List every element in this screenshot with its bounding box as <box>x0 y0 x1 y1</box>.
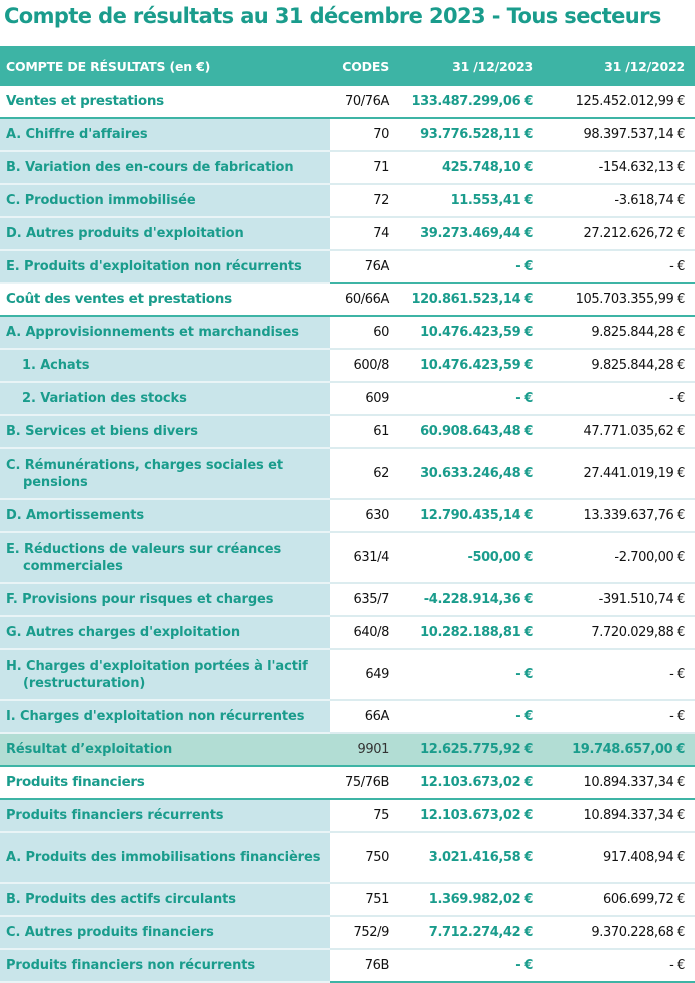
row-label: D. Amortissements <box>0 499 330 532</box>
row-value-2023: 12.103.673,02 € <box>397 799 545 832</box>
row-label <box>0 382 330 415</box>
row-value-2023: - € <box>397 649 545 700</box>
row-value-2022: 9.825.844,28 € <box>545 316 695 349</box>
row-value-2023: 133.487.299,06 € <box>397 86 545 118</box>
row-code: 600/8 <box>330 349 397 382</box>
row-value-2022: 27.212.626,72 € <box>545 217 695 250</box>
row-value-2023: 1.369.982,02 € <box>397 883 545 916</box>
row-value-2023: 93.776.528,11 € <box>397 118 545 151</box>
row-value-2023: -500,00 € <box>397 532 545 583</box>
row-value-2023: - € <box>397 700 545 733</box>
row-value-2022: - € <box>545 649 695 700</box>
row-value-2023: 3.021.416,58 € <box>397 832 545 883</box>
row-code: 630 <box>330 499 397 532</box>
row-label: Coût des ventes et prestations <box>0 283 330 316</box>
row-label-text: A. Produits des immobilisations financières <box>6 850 321 865</box>
row-code: 75 <box>330 799 397 832</box>
row-value-2022: - € <box>545 382 695 415</box>
row-value-2022: 19.748.657,00 € <box>545 733 695 766</box>
row-label: Produits financiers non récurrents <box>0 949 330 982</box>
row-value-2022: 10.894.337,34 € <box>545 766 695 799</box>
row-label: Résultat d’exploitation <box>0 733 330 766</box>
table-row <box>0 349 695 382</box>
row-label: C. Autres produits financiers <box>0 916 330 949</box>
row-code: 60/66A <box>330 283 397 316</box>
table-row <box>0 184 695 217</box>
row-label: F. Provisions pour risques et charges <box>0 583 330 616</box>
row-value-2022: 9.825.844,28 € <box>545 349 695 382</box>
row-value-2022: 125.452.012,99 € <box>545 86 695 118</box>
row-value-2023: 11.553,41 € <box>397 184 545 217</box>
table-row-ventes-prestations <box>0 86 695 118</box>
row-label: D. Autres produits d'exploitation <box>0 217 330 250</box>
table-row <box>0 583 695 616</box>
row-value-2023: - € <box>397 250 545 283</box>
row-value-2023: 10.476.423,59 € <box>397 316 545 349</box>
row-code: 631/4 <box>330 532 397 583</box>
row-value-2023: 39.273.469,44 € <box>397 217 545 250</box>
row-value-2023: 120.861.523,14 € <box>397 283 545 316</box>
row-value-2023: 7.712.274,42 € <box>397 916 545 949</box>
table-row <box>0 382 695 415</box>
row-label <box>0 448 330 499</box>
table-row <box>0 151 695 184</box>
table-row <box>0 883 695 916</box>
row-code: 635/7 <box>330 583 397 616</box>
column-header-label: COMPTE DE RÉSULTATS (en €) <box>0 46 330 86</box>
row-code: 75/76B <box>330 766 397 799</box>
row-label-text: E. Réductions de valeurs sur créances commerciales <box>6 541 282 574</box>
column-header-2023: 31 /12/2023 <box>397 46 545 86</box>
row-label-text: 1. Achats <box>22 358 90 373</box>
table-header-row <box>0 46 695 86</box>
row-value-2023: 12.103.673,02 € <box>397 766 545 799</box>
table-row <box>0 616 695 649</box>
row-label: I. Charges d'exploitation non récurrentes <box>0 700 330 733</box>
row-code: 76B <box>330 949 397 982</box>
row-value-2023: - € <box>397 382 545 415</box>
row-value-2022: 105.703.355,99 € <box>545 283 695 316</box>
table-row <box>0 415 695 448</box>
row-code: 752/9 <box>330 916 397 949</box>
row-value-2023: 30.633.246,48 € <box>397 448 545 499</box>
row-code: 750 <box>330 832 397 883</box>
row-value-2022: - € <box>545 949 695 982</box>
row-code: 649 <box>330 649 397 700</box>
row-label: G. Autres charges d'exploitation <box>0 616 330 649</box>
table-row <box>0 532 695 583</box>
row-code: 60 <box>330 316 397 349</box>
row-label <box>0 349 330 382</box>
row-label: A. Chiffre d'affaires <box>0 118 330 151</box>
income-statement-table <box>0 46 695 983</box>
row-code: 72 <box>330 184 397 217</box>
row-code: 609 <box>330 382 397 415</box>
row-label-text: 2. Variation des stocks <box>22 391 187 406</box>
row-label-text: C. Rémunérations, charges sociales et pensions <box>6 457 283 490</box>
row-value-2022: 7.720.029,88 € <box>545 616 695 649</box>
row-value-2022: 917.408,94 € <box>545 832 695 883</box>
row-code: 61 <box>330 415 397 448</box>
table-row <box>0 799 695 832</box>
row-label: Ventes et prestations <box>0 86 330 118</box>
row-code: 71 <box>330 151 397 184</box>
row-value-2022: -154.632,13 € <box>545 151 695 184</box>
row-value-2023: 425.748,10 € <box>397 151 545 184</box>
page-title: Compte de résultats au 31 décembre 2023 - Tous secteurs <box>4 4 661 28</box>
row-label: Produits financiers récurrents <box>0 799 330 832</box>
row-label <box>0 532 330 583</box>
row-code: 62 <box>330 448 397 499</box>
row-label <box>0 832 330 883</box>
row-label <box>0 649 330 700</box>
row-value-2022: 9.370.228,68 € <box>545 916 695 949</box>
row-code: 9901 <box>330 733 397 766</box>
row-code: 66A <box>330 700 397 733</box>
table-row <box>0 832 695 883</box>
table-row <box>0 499 695 532</box>
row-value-2023: 12.625.775,92 € <box>397 733 545 766</box>
row-label: A. Approvisionnements et marchandises <box>0 316 330 349</box>
table-row <box>0 700 695 733</box>
row-code: 76A <box>330 250 397 283</box>
row-label: Produits financiers <box>0 766 330 799</box>
row-value-2023: 60.908.643,48 € <box>397 415 545 448</box>
row-value-2023: 10.476.423,59 € <box>397 349 545 382</box>
row-code: 640/8 <box>330 616 397 649</box>
column-header-codes: CODES <box>330 46 397 86</box>
row-code: 70 <box>330 118 397 151</box>
table-row <box>0 250 695 283</box>
row-label: C. Production immobilisée <box>0 184 330 217</box>
table-row <box>0 649 695 700</box>
row-value-2023: 12.790.435,14 € <box>397 499 545 532</box>
table-row <box>0 316 695 349</box>
row-value-2022: 10.894.337,34 € <box>545 799 695 832</box>
row-value-2022: -3.618,74 € <box>545 184 695 217</box>
row-value-2023: -4.228.914,36 € <box>397 583 545 616</box>
row-value-2022: 98.397.537,14 € <box>545 118 695 151</box>
row-label: B. Services et biens divers <box>0 415 330 448</box>
row-label: E. Produits d'exploitation non récurrents <box>0 250 330 283</box>
row-value-2022: -2.700,00 € <box>545 532 695 583</box>
table-row <box>0 118 695 151</box>
table-row <box>0 217 695 250</box>
row-value-2022: -391.510,74 € <box>545 583 695 616</box>
table-row <box>0 916 695 949</box>
row-value-2022: 47.771.035,62 € <box>545 415 695 448</box>
column-header-2022: 31 /12/2022 <box>545 46 695 86</box>
row-code: 751 <box>330 883 397 916</box>
row-value-2022: - € <box>545 250 695 283</box>
table-row-produits-financiers <box>0 766 695 799</box>
row-label: B. Variation des en-cours de fabrication <box>0 151 330 184</box>
table-row-cout-ventes <box>0 283 695 316</box>
row-value-2023: - € <box>397 949 545 982</box>
row-value-2022: 606.699,72 € <box>545 883 695 916</box>
row-label: B. Produits des actifs circulants <box>0 883 330 916</box>
table-row-resultat-exploitation <box>0 733 695 766</box>
table-row <box>0 448 695 499</box>
row-value-2023: 10.282.188,81 € <box>397 616 545 649</box>
row-value-2022: 27.441.019,19 € <box>545 448 695 499</box>
row-code: 70/76A <box>330 86 397 118</box>
row-code: 74 <box>330 217 397 250</box>
row-value-2022: - € <box>545 700 695 733</box>
table-row <box>0 949 695 982</box>
row-value-2022: 13.339.637,76 € <box>545 499 695 532</box>
row-label-text: H. Charges d'exploitation portées à l'actif (restructuration) <box>6 658 308 691</box>
